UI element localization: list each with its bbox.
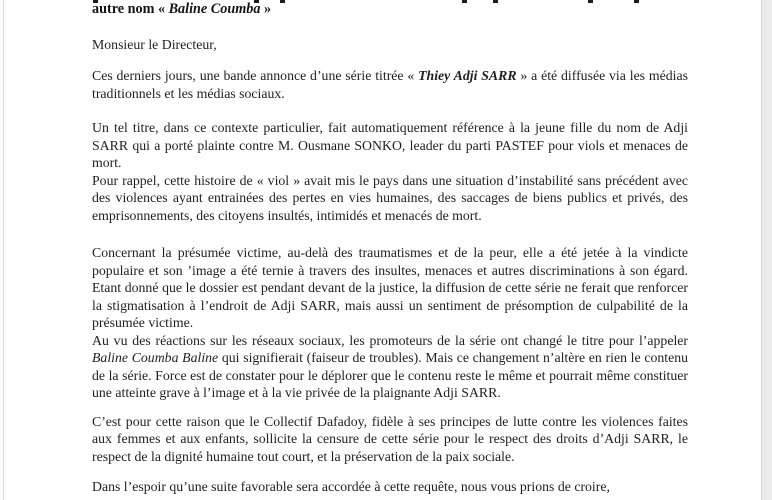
page-right-gutter	[761, 0, 772, 500]
paragraph-context-1: Un tel titre, dans ce contexte particulier, fait automatiquement référence à la jeune fille du nom de Adji SARR qui a porté plainte contre M. Ousmane SONKO, leader du parti PASTEF pour viols et menaces de mort.	[92, 120, 688, 170]
heading-line	[92, 1, 688, 19]
paragraph-title-change	[92, 332, 688, 402]
paragraph-closing: Dans l’espoir qu’une suite favorable sera accordée à cette requête, nous vous prions de croire,	[92, 479, 610, 494]
series-title-baline-coumba-baline: Baline Coumba Baline	[92, 350, 219, 365]
title-change-text-after: qui signifierait (faiseur de troubles). Mais ce changement n’altère en rien le contenu de la série. Force est de constater pour le déplorer que le contenu reste le même et pourrait même constituer une atteinte grave à l’image et à la vie privée de la plaignante Adji SARR.	[92, 350, 688, 400]
series-title-thiey-adji-sarr: Thiey Adji SARR	[418, 68, 517, 83]
paragraph-request: C’est pour cette raison que le Collectif Dafadoy, fidèle à ses principes de lutte contre les violences faites aux femmes et aux enfants, sollicite la censure de cette série pour le respect des droits d’Adji SARR, le respect de la dignité humaine tout court, et la préservation de la paix sociale.	[92, 413, 688, 464]
announcement-text-before: Ces derniers jours, une bande annonce d’une série titrée «	[92, 68, 419, 83]
heading-prefix: autre nom «	[92, 1, 169, 17]
announcement-text-after: » a été diffusée via les médias traditionnels et les médias sociaux.	[92, 68, 688, 101]
page-left-edge	[3, 0, 4, 500]
paragraph-announcement	[92, 67, 688, 102]
title-change-text-before: Au vu des réactions sur les réseaux sociaux, les promoteurs de la série ont changé le titre pour l’appeler	[92, 332, 688, 348]
heading-suffix: »	[260, 1, 272, 17]
paragraph-victim: Concernant la présumée victime, au-delà des traumatismes et de la peur, elle a été jetée à la vindicte populaire et son ’image a été ternie à travers des insultes, menaces et autres discriminations à son égard. Etant donné que le dossier est pendant devant de la justice, la diffusion de cette série ne ferait que renforcer la stigmatisation à l’endroit de Adji SARR, mais aussi un sentiment de présomption de culpabilité de la présumée victime.	[92, 245, 688, 330]
series-title-emphasis: Baline Coumba	[168, 1, 261, 17]
letter-body	[92, 0, 688, 496]
salutation: Monsieur le Directeur,	[92, 36, 217, 52]
paragraph-context-2: Pour rappel, cette histoire de « viol » avait mis le pays dans une situation d’instabilité sans précédent avec des violences ayant entrainées des pertes en vies humaines, des saccages de biens publics et privés, des emprisonnements, des citoyens insultés, intimidés et menacés de mort.	[92, 172, 688, 223]
